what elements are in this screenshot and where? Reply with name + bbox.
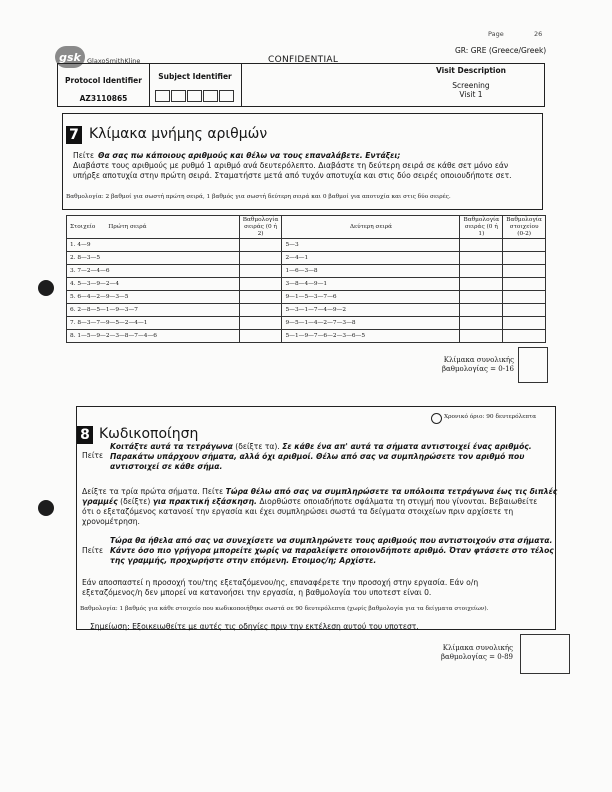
table-row xyxy=(67,265,546,278)
second-sequence-cell: 5—1—9—7—6—2—3—6—5 xyxy=(282,330,460,343)
say-label: Πείτε xyxy=(82,451,104,460)
col-header-score-first: Βαθμολογία σειράς (0 ή 2) xyxy=(239,216,282,239)
table-row xyxy=(67,278,546,291)
page-number: 26 xyxy=(534,30,543,38)
gsk-logo-text: GlaxoSmithKline xyxy=(87,57,141,65)
header-identifier-box xyxy=(57,63,545,107)
punch-hole-bottom xyxy=(38,500,54,516)
score-second-cell[interactable] xyxy=(460,317,503,330)
section-8-total-box[interactable] xyxy=(520,634,570,674)
section-7-total-label xyxy=(420,356,514,374)
protocol-identifier-cell xyxy=(58,64,150,106)
section-8-para-1-line-1 xyxy=(110,442,532,453)
section-8-p3-b: Κάντε όσο πιο γρήγορα μπορείτε χωρίς να παραλείψετε οποιονδήποτε αριθμό. Όταν φτάσετε στο τέλος xyxy=(110,546,554,555)
first-sequence-cell: 6. 2—8—5—1—9—3—7 xyxy=(67,304,240,317)
section-7-number: 7 xyxy=(66,126,82,144)
section-8-p1-b: (δείξτε τα). xyxy=(235,442,280,451)
section-7-total-box[interactable] xyxy=(518,347,548,383)
section-8-para-2-line-2 xyxy=(82,497,537,508)
table-row xyxy=(67,252,546,265)
score-first-cell[interactable] xyxy=(239,317,282,330)
score-item-cell[interactable] xyxy=(503,265,546,278)
timer-icon xyxy=(431,413,442,424)
first-sequence-cell: 2. 8—3—5 xyxy=(67,252,240,265)
section-8-time-limit: Χρονικό όριο: 90 δευτερόλεπτα xyxy=(444,414,537,420)
section-8-total-line-1: Κλίμακα συνολικής xyxy=(442,644,513,652)
section-8-para-3-line-2 xyxy=(110,546,554,557)
section-8-para-1-line-3 xyxy=(110,462,222,473)
punch-hole-top xyxy=(38,280,54,296)
say-label: Πείτε xyxy=(73,151,95,160)
section-8-para-2-line-1 xyxy=(82,487,557,498)
section-7-total-line-1: Κλίμακα συνολικής xyxy=(443,356,514,364)
first-sequence-cell: 4. 5—3—9—2—4 xyxy=(67,278,240,291)
first-sequence-cell: 5. 6—4—2—9—3—5 xyxy=(67,291,240,304)
page-label: Page xyxy=(488,30,504,38)
digit-span-table xyxy=(66,215,546,343)
section-8-p1-e: αντιστοιχεί σε κάθε σήμα. xyxy=(110,462,223,471)
section-8-p4-a: Εάν αποσπαστεί η προσοχή του/της εξεταζόμενου/ης, επαναφέρετε την προσοχή στην εργασία. Εάν ο/η xyxy=(82,578,479,587)
score-second-cell[interactable] xyxy=(460,278,503,291)
section-7-instruction-1 xyxy=(98,151,400,162)
score-item-cell[interactable] xyxy=(503,239,546,252)
section-8-p3-c: της γραμμής, προχωρήστε στην επόμενη. Ετοιμος/η; Αρχίστε. xyxy=(110,556,377,565)
table-row xyxy=(67,239,546,252)
section-8-p1-d: Παρακάτω υπάρχουν σήματα, αλλά όχι αριθμοί. Θέλω από σας να συμπληρώσετε τον αριθμό που xyxy=(110,452,525,461)
score-second-cell[interactable] xyxy=(460,265,503,278)
section-8-p2-f: Διορθώστε οποιαδήποτε σφάλματα τη στιγμή που γίνονται. Βεβαιωθείτε xyxy=(259,497,538,506)
score-first-cell[interactable] xyxy=(239,252,282,265)
section-8-p2-h: χρονομέτρηση. xyxy=(82,517,140,526)
section-8-p2-c: γραμμές xyxy=(82,497,118,506)
section-8-para-1-line-2 xyxy=(110,452,524,463)
section-8-p1-c: Σε κάθε ένα απ' αυτά τα σήματα αντιστοιχεί ένας αριθμός. xyxy=(282,442,532,451)
section-7-title: Κλίμακα μνήμης αριθμών xyxy=(89,126,268,142)
section-8-p2-b: Τώρα θέλω από σας να συμπληρώσετε τα υπόλοιπα τετράγωνα έως τις διπλές xyxy=(225,487,558,496)
score-item-cell[interactable] xyxy=(503,317,546,330)
subject-identifier-boxes[interactable] xyxy=(155,90,235,102)
score-second-cell[interactable] xyxy=(460,291,503,304)
second-sequence-cell: 1—6—3—8 xyxy=(282,265,460,278)
score-item-cell[interactable] xyxy=(503,304,546,317)
first-sequence-cell: 3. 7—2—4—6 xyxy=(67,265,240,278)
say-label: Πείτε xyxy=(82,546,104,555)
second-sequence-cell: 5—3—1—7—4—9—2 xyxy=(282,304,460,317)
visit-description-cell xyxy=(398,64,544,106)
table-row xyxy=(67,291,546,304)
col-header-first-sequence: Πρώτη σειρά xyxy=(108,224,147,230)
confidential-label: CONFIDENTIAL xyxy=(268,55,339,65)
section-8-p2-g: ότι ο εξεταζόμενος κατανοεί την εργασία και έχει συμπληρώσει σωστά τα δείγματα στοιχείων πριν αρχίσετε τη xyxy=(82,507,514,516)
section-8-para-3-line-3 xyxy=(110,556,376,567)
second-sequence-cell: 2—4—1 xyxy=(282,252,460,265)
section-8-para-3-line-1 xyxy=(110,536,552,547)
first-sequence-cell: 1. 4—9 xyxy=(67,239,240,252)
section-7-instruction-2: Διαβάστε τους αριθμούς με ρυθμό 1 αριθμό ανά δευτερόλεπτο. Διαβάστε τη δεύτερη σειρά σε κάθε σετ μόνο εάν xyxy=(73,161,509,170)
section-8-scoring: Βαθμολογία: 1 βαθμός για κάθε στοιχείο που κωδικοποιήθηκε σωστά σε 90 δευτερόλεπτα (χωρίς βαθμολογία για τα δείγματα στοιχείων). xyxy=(80,606,489,612)
section-7-total-line-2: βαθμολογίας = 0-16 xyxy=(441,365,514,373)
score-first-cell[interactable] xyxy=(239,239,282,252)
table-row xyxy=(67,330,546,343)
first-sequence-cell: 7. 8—3—7—9—5—2—4—1 xyxy=(67,317,240,330)
section-8-total-line-2: βαθμολογίας = 0-89 xyxy=(440,653,513,661)
table-row xyxy=(67,304,546,317)
gsk-logo-mark: gsk xyxy=(55,46,85,68)
col-header-item: Στοιχείο xyxy=(70,224,96,230)
second-sequence-cell: 5—3 xyxy=(282,239,460,252)
score-item-cell[interactable] xyxy=(503,252,546,265)
section-8-number: 8 xyxy=(77,426,93,444)
visit-number: Visit 1 xyxy=(459,90,483,99)
score-second-cell[interactable] xyxy=(460,330,503,343)
col-header-score-item: Βαθμολογία στοιχείου (0-2) xyxy=(503,216,546,239)
score-second-cell[interactable] xyxy=(460,239,503,252)
section-7-instruction-3: υπήρξε αποτυχία στην πρώτη σειρά. Σταματήστε μετά από τυχόν αποτυχία και στις δύο σειρές οποιουδήποτε σετ. xyxy=(73,171,512,180)
score-item-cell[interactable] xyxy=(503,330,546,343)
score-item-cell[interactable] xyxy=(503,291,546,304)
col-header-score-second: Βαθμολογία σειράς (0 ή 1) xyxy=(460,216,503,239)
section-8-title: Κωδικοποίηση xyxy=(99,426,199,442)
protocol-identifier-value: AZ3110865 xyxy=(79,94,128,103)
score-second-cell[interactable] xyxy=(460,252,503,265)
section-8-p2-e: για πρακτική εξάσκηση. xyxy=(152,497,257,506)
section-8-p3-a: Τώρα θα ήθελα από σας να συνεχίσετε να συμπληρώνετε τους αριθμούς που αντιστοιχούν στα σήματα. xyxy=(110,536,553,545)
section-8-p1-a: Κοιτάξτε αυτά τα τετράγωνα xyxy=(110,442,233,451)
score-item-cell[interactable] xyxy=(503,278,546,291)
score-second-cell[interactable] xyxy=(460,304,503,317)
col-header-second-sequence: Δεύτερη σειρά xyxy=(282,216,460,239)
visit-description-label: Visit Description xyxy=(436,66,506,75)
section-8-p4-b: εξεταζόμενος/η δεν μπορεί να κατανοήσει την εργασία, η βαθμολογία του υποτεστ είναι 0. xyxy=(82,588,432,597)
subject-identifier-label: Subject Identifier xyxy=(158,72,232,81)
first-sequence-cell: 8. 1—5—9—2—3—8—7—4—6 xyxy=(67,330,240,343)
visit-name: Screening xyxy=(452,81,490,90)
score-first-cell[interactable] xyxy=(239,330,282,343)
protocol-identifier-label: Protocol Identifier xyxy=(65,76,142,85)
score-first-cell[interactable] xyxy=(239,265,282,278)
score-first-cell[interactable] xyxy=(239,278,282,291)
section-8-p2-a: Δείξτε τα τρία πρώτα σήματα. Πείτε xyxy=(82,487,224,496)
section-8-p2-d: (δείξτε) xyxy=(120,497,151,506)
section-8-total-label xyxy=(418,644,513,662)
score-first-cell[interactable] xyxy=(239,304,282,317)
col-header-first-row xyxy=(67,216,240,239)
subject-identifier-cell xyxy=(149,64,242,106)
section-8-note: Σημείωση: Εξοικειωθείτε με αυτές τις οδηγίες πριν την εκτέλεση αυτού του υποτεστ. xyxy=(90,622,419,631)
section-7-instruction-1-bold: Θα σας πω κάποιους αριθμούς και θέλω να τους επαναλάβετε. Εντάξει; xyxy=(98,151,401,160)
country-language-tag: GR: GRE (Greece/Greek) xyxy=(455,46,547,55)
second-sequence-cell: 9—1—5—3—7—6 xyxy=(282,291,460,304)
second-sequence-cell: 9—5—1—4—2—7—3—8 xyxy=(282,317,460,330)
second-sequence-cell: 3—8—4—9—1 xyxy=(282,278,460,291)
section-7-scoring: Βαθμολογία: 2 βαθμοί για σωστή πρώτη σειρά, 1 βαθμός για σωστή δεύτερη σειρά και 0 βαθμοί για αποτυχία και στις δύο σειρές. xyxy=(66,194,451,200)
score-first-cell[interactable] xyxy=(239,291,282,304)
table-row xyxy=(67,317,546,330)
